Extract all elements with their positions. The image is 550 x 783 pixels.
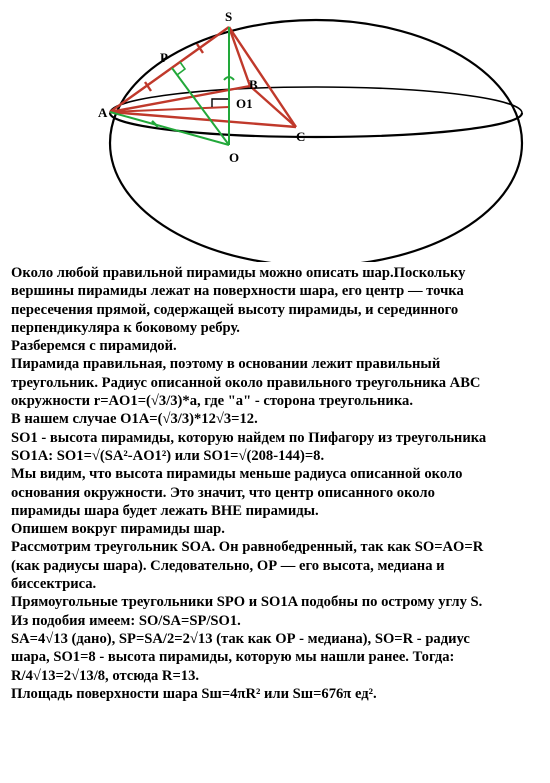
text-line: вершины пирамиды лежат на поверхности шара, его центр — точка: [11, 283, 464, 300]
text-line: Разберемся с пирамидой.: [11, 338, 177, 355]
sphere-pyramid-diagram: [0, 0, 550, 262]
label-P: P: [160, 50, 168, 65]
text-line: Пирамида правильная, поэтому в основании лежит правильный: [11, 356, 441, 373]
text-line: (как радиусы шара). Следовательно, ОР — его высота, медиана и: [11, 557, 445, 574]
text-line: SO1 - высота пирамиды, которую найдем по Пифагору из треугольника: [11, 429, 487, 446]
edge-SA: [110, 27, 229, 112]
text-line: Мы видим, что высота пирамиды меньше радиуса описанной около: [11, 466, 463, 483]
text-line: R/4√13=2√13/8, отсюда R=13.: [11, 667, 200, 684]
text-line: пересечения прямой, содержащей высоту пирамиды, и серединного: [11, 301, 459, 318]
text-line: Опишем вокруг пирамиды шар.: [11, 521, 225, 538]
text-line: перпендикуляра к боковому ребру.: [11, 319, 240, 336]
text-line: треугольник. Радиус описанной около правильного треугольника АВС: [11, 374, 481, 391]
text-line: Рассмотрим треугольник SOA. Он равнобедренный, так как SO=AO=R: [11, 539, 484, 556]
text-line: Площадь поверхности шара Sш=4πR² или Sш=676π ед².: [11, 685, 377, 702]
label-B: B: [249, 77, 258, 92]
right-angle-O1: [212, 99, 229, 107]
text-line: Около любой правильной пирамиды можно описать шар.Поскольку: [11, 265, 466, 281]
text-line: SO1A: SO1=√(SA²-AO1²) или SO1=√(208-144)=8.: [11, 447, 325, 464]
text-line: SA=4√13 (дано), SP=SA/2=2√13 (так как ОР - медиана), SO=R - радиус: [11, 630, 470, 647]
label-A: A: [98, 105, 108, 120]
text-line: окружности r=AO1=(√3/3)*a, где "a" - сторона треугольника.: [11, 393, 413, 410]
solution-text: [11, 264, 547, 703]
diagram-svg: [0, 0, 550, 262]
edge-SC: [229, 27, 296, 127]
label-O: O: [229, 150, 240, 165]
label-S: S: [225, 9, 233, 24]
text-line: биссектриса.: [11, 576, 97, 593]
text-line: В нашем случае O1A=(√3/3)*12√3=12.: [11, 411, 258, 428]
sphere-outline: [110, 20, 522, 262]
label-O1: O1: [236, 96, 253, 111]
label-C: C: [296, 129, 306, 144]
text-line: шара, SO1=8 - высота пирамиды, которую мы нашли ранее. Тогда:: [11, 649, 455, 666]
text-line: пирамиды шара будет лежать ВНЕ пирамиды.: [11, 502, 319, 519]
text-line: основания окружности. Это значит, что центр описанного около: [11, 484, 435, 501]
text-line: Из подобия имеем: SO/SA=SP/SO1.: [11, 612, 241, 629]
text-line: Прямоугольные треугольники SPO и SO1A подобны по острому углу S.: [11, 594, 483, 611]
